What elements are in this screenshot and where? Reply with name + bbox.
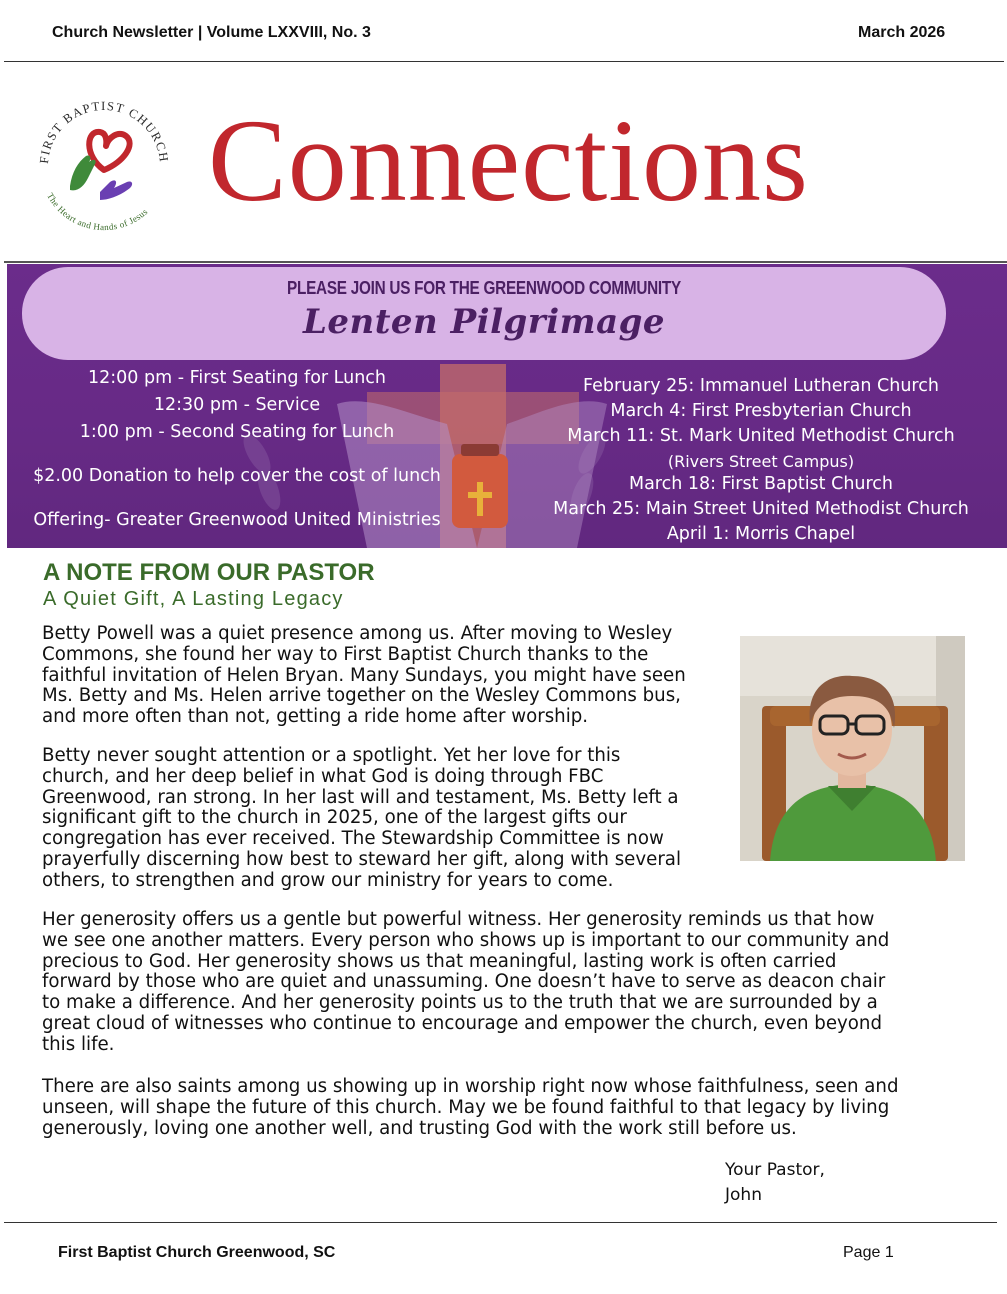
masthead-title: Connections <box>208 95 809 226</box>
paragraph-line: significant gift to the church in 2025, one of the largest gifts our <box>42 807 627 829</box>
pilgrimage-date-line: March 11: St. Mark United Methodist Church <box>567 426 955 446</box>
signoff-line: Your Pastor, <box>725 1160 825 1180</box>
svg-text:The Heart and Hands of Jesus <box>45 191 150 232</box>
pilgrimage-date-line: February 25: Immanuel Lutheran Church <box>583 376 939 396</box>
paragraph-line: generously, loving one another well, and trusting God with the work still before us. <box>42 1117 797 1139</box>
article-paragraph <box>42 624 686 728</box>
header-divider <box>4 61 1004 62</box>
pilgrimage-date-line: March 18: First Baptist Church <box>628 474 894 494</box>
paragraph-line: to make a difference. And her generosity points us to the truth that we are surrounded by a <box>42 992 878 1014</box>
pilgrimage-date-line: March 4: First Presbyterian Church <box>610 401 912 421</box>
paragraph-line: Greenwood, ran strong. In her last will and testament, Ms. Betty left a <box>42 786 679 808</box>
paragraph-line: this life. <box>42 1033 115 1055</box>
purple-hand-icon <box>100 180 132 200</box>
paragraph-line: Betty Powell was a quiet presence among us. After moving to Wesley <box>42 623 673 644</box>
paragraph-line: great cloud of witnesses who continue to encourage and empower the church, even beyond <box>42 1012 883 1034</box>
paragraph-line: congregation has ever received. The Stewardship Committee is now <box>42 828 664 850</box>
pilgrimage-date-line: April 1: Morris Chapel <box>666 524 856 544</box>
paragraph-line: Her generosity offers us a gentle but powerful witness. Her generosity reminds us that how <box>42 909 875 930</box>
section-heading: A NOTE FROM OUR PASTOR <box>43 559 375 586</box>
green-hand-icon <box>70 155 96 190</box>
paragraph-line: precious to God. Her generosity shows us that meaningful, lasting work is often carried <box>42 950 837 972</box>
pilgrimage-date-line: March 25: Main Street United Methodist Church <box>553 499 969 519</box>
donation-line: $2.00 Donation to help cover the cost of lunch <box>33 466 441 486</box>
offering-line: Offering- Greater Greenwood United Ministries <box>33 510 441 530</box>
heart-icon <box>89 132 129 170</box>
signoff-name: John <box>725 1185 762 1205</box>
paragraph-line: Ms. Betty and Ms. Helen arrive together on the Wesley Commons bus, <box>42 685 681 707</box>
issue-date: March 2026 <box>858 24 946 41</box>
logo-arc-bottom-text: The Heart and Hands of Jesus <box>45 191 150 233</box>
paragraph-line: church, and her deep belief in what God is doing through FBC <box>42 765 604 787</box>
lenten-pilgrimage-banner <box>7 264 1007 548</box>
schedule-line: 12:00 pm - First Seating for Lunch <box>87 368 387 388</box>
banner-kicker: PLEASE JOIN US FOR THE GREENWOOD COMMUNITY <box>287 278 681 298</box>
footer-church-name: First Baptist Church Greenwood, SC <box>58 1244 336 1261</box>
article-paragraph <box>42 910 889 1056</box>
church-logo <box>28 86 180 234</box>
paragraph-line: Commons, she found her way to First Baptist Church thanks to the <box>42 643 649 665</box>
paragraph-line: There are also saints among us showing up in worship right now whose faithfulness, seen and <box>42 1076 899 1097</box>
paragraph-line: forward by those who are quiet and unassuming. One doesn’t have to serve as deacon chair <box>42 971 886 993</box>
betty-powell-photo <box>740 636 965 861</box>
article-paragraph <box>42 1077 899 1139</box>
section-subheading: A Quiet Gift, A Lasting Legacy <box>43 588 344 610</box>
article-paragraph <box>42 746 681 892</box>
masthead-divider <box>4 261 1007 263</box>
footer-divider <box>4 1222 997 1223</box>
pastor-signoff <box>725 1158 825 1208</box>
logo-arc-top-text: FIRST BAPTIST CHURCH <box>36 98 172 165</box>
paragraph-line: we see one another matters. Every person who shows up is important to our community and <box>42 929 890 951</box>
paragraph-line: faithful invitation of Helen Bryan. Many Sundays, you might have seen <box>42 664 686 686</box>
paragraph-line: unseen, will shape the future of this church. May we be found faithful to that legacy by living <box>42 1096 890 1118</box>
paragraph-line: prayerfully discerning how best to steward her gift, along with several <box>42 848 681 870</box>
newsletter-volume-label: Church Newsletter | Volume LXXVIII, No. 3 <box>52 24 371 41</box>
pilgrimage-date-note: (Rivers Street Campus) <box>667 452 855 471</box>
page-number: Page 1 <box>843 1244 894 1261</box>
paragraph-line: and more often than not, getting a ride home after worship. <box>42 706 589 728</box>
banner-script-title: Lenten Pilgrimage <box>302 302 666 342</box>
paragraph-line: others, to strengthen and grow our ministry for years to come. <box>42 869 614 891</box>
schedule-line: 12:30 pm - Service <box>153 395 321 415</box>
schedule-line: 1:00 pm - Second Seating for Lunch <box>79 422 395 442</box>
paragraph-line: Betty never sought attention or a spotlight. Yet her love for this <box>42 745 621 766</box>
